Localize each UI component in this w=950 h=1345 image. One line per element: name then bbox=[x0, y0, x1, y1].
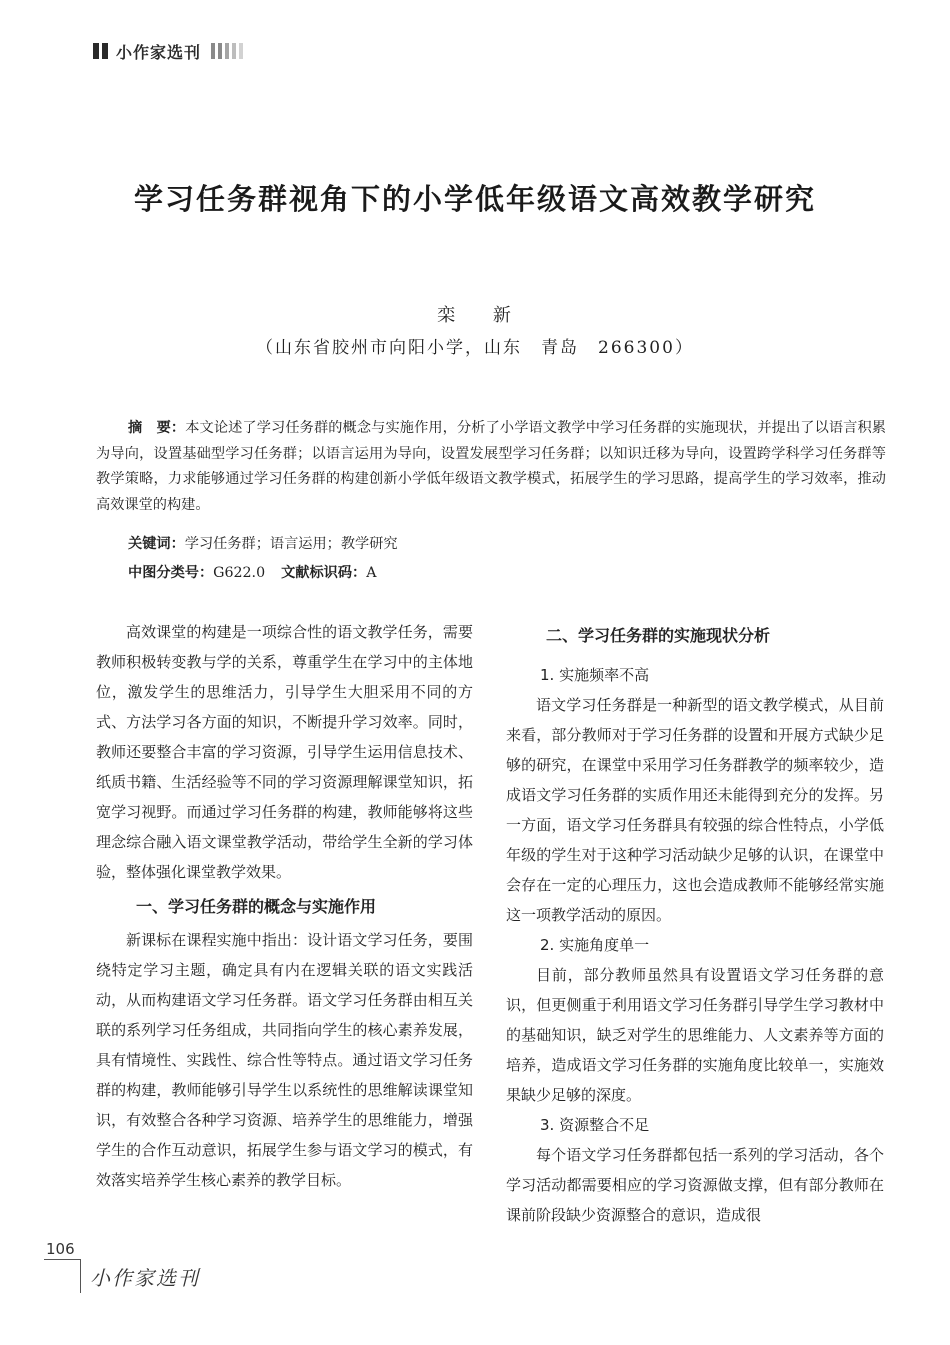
footer-vertical-rule bbox=[80, 1259, 81, 1293]
page-number: 106 bbox=[46, 1240, 75, 1258]
author-name bbox=[0, 301, 950, 327]
subsection3-paragraph: 每个语文学习任务群都包括一系列的学习活动，各个学习活动都需要相应的学习资源做支撑，但有部分教师在课前阶段缺少资源整合的意识，造成很 bbox=[506, 1146, 884, 1224]
subsection2-paragraph: 目前，部分教师虽然具有设置语文学习任务群的意识，但更侧重于利用语文学习任务群引导学生学习教材中的基础知识，缺乏对学生的思维能力、人文素养等方面的培养，造成语文学习任务群的实施角度比较单一，实施效果缺少足够的深度。 bbox=[506, 966, 884, 1104]
author-affiliation: （山东省胶州市向阳小学，山东 青岛 266300） bbox=[256, 338, 694, 358]
keywords bbox=[128, 533, 398, 553]
section2-heading: 二、学习任务群的实施现状分析 bbox=[546, 626, 771, 645]
intro-paragraph: 高效课堂的构建是一项综合性的语文教学任务，需要教师积极转变教与学的关系，尊重学生在学习中的主体地位，激发学生的思维活力，引导学生大胆采用不同的方式、方法学习各方面的知识，不断提升学习效率。同时，教师还要整合丰富的学习资源，引导学生运用信息技术、纸质书籍、生活经验等不同的学习资源理解课堂知识，拓宽学习视野。而通过学习任务群的构建，教师能够将这些理念综合融入语文课堂教学活动，带给学生全新的学习体验，整体强化课堂教学效果。 bbox=[96, 623, 473, 881]
clc-label: 中图分类号： bbox=[128, 565, 214, 581]
classification bbox=[128, 562, 376, 582]
author-name-text: 栾 新 bbox=[437, 305, 513, 326]
abstract-text: 本文论述了学习任务群的概念与实施作用，分析了小学语文教学中学习任务群的实施现状，并提出了以语言积累为导向，设置基础型学习任务群；以语言运用为导向，设置发展型学习任务群；以知识迁移为导向，设置跨学科学习任务群等教学策略，力求能够通过学习任务群的构建创新小学低年级语文教学模式，拓展学生的学习思路，提高学生的学习效率，推动高效课堂的构建。 bbox=[96, 420, 886, 513]
header-bars-right-icon bbox=[211, 43, 243, 59]
doc-code-label: 文献标识码： bbox=[281, 565, 367, 581]
abstract-label: 摘 要： bbox=[128, 420, 186, 436]
journal-name: 小作家选刊 bbox=[116, 42, 202, 62]
keywords-label: 关键词： bbox=[128, 536, 185, 552]
keywords-text: 学习任务群；语言运用；教学研究 bbox=[184, 536, 398, 552]
header-bars-left-icon bbox=[93, 43, 108, 59]
abstract bbox=[96, 416, 886, 518]
subsection1-paragraph: 语文学习任务群是一种新型的语文教学模式，从目前来看，部分教师对于学习任务群的设置和开展方式缺少足够的研究，在课堂中采用学习任务群教学的频率较少，造成语文学习任务群的实质作用还未能得到充分的发挥。另一方面，语文学习任务群具有较强的综合性特点，小学低年级的学生对于这种学习活动缺少足够的认识，在课堂中会存在一定的心理压力，这也会造成教师不能够经常实施这一项教学活动的原因。 bbox=[506, 696, 884, 924]
right-column bbox=[506, 620, 884, 1230]
section1-heading: 一、学习任务群的概念与实施作用 bbox=[136, 897, 377, 916]
doc-code-value: A bbox=[366, 565, 377, 581]
footer-rule bbox=[44, 1259, 80, 1260]
article-title: 学习任务群视角下的小学低年级语文高效教学研究 bbox=[133, 182, 816, 216]
subsection2-heading: 2. 实施角度单一 bbox=[540, 936, 650, 954]
subsection1-heading: 1. 实施频率不高 bbox=[540, 666, 650, 684]
running-header bbox=[93, 40, 243, 62]
subsection3-heading: 3. 资源整合不足 bbox=[540, 1116, 650, 1134]
clc-value: G622.0 bbox=[213, 565, 266, 581]
section1-paragraph: 新课标在课程实施中指出：设计语文学习任务，要围绕特定学习主题，确定具有内在逻辑关联的语文实践活动，从而构建语文学习任务群。语文学习任务群由相互关联的系列学习任务组成，共同指向学生的核心素养发展，具有情境性、实践性、综合性等特点。通过语文学习任务群的构建，教师能够引导学生以系统性的思维解读课堂知识，有效整合各种学习资源、培养学生的思维能力，增强学生的合作互动意识，拓展学生参与语文学习的模式，有效落实培养学生核心素养的教学目标。 bbox=[96, 931, 473, 1189]
left-column bbox=[96, 617, 473, 1195]
journal-logo: 小作家选刊 bbox=[90, 1266, 200, 1290]
